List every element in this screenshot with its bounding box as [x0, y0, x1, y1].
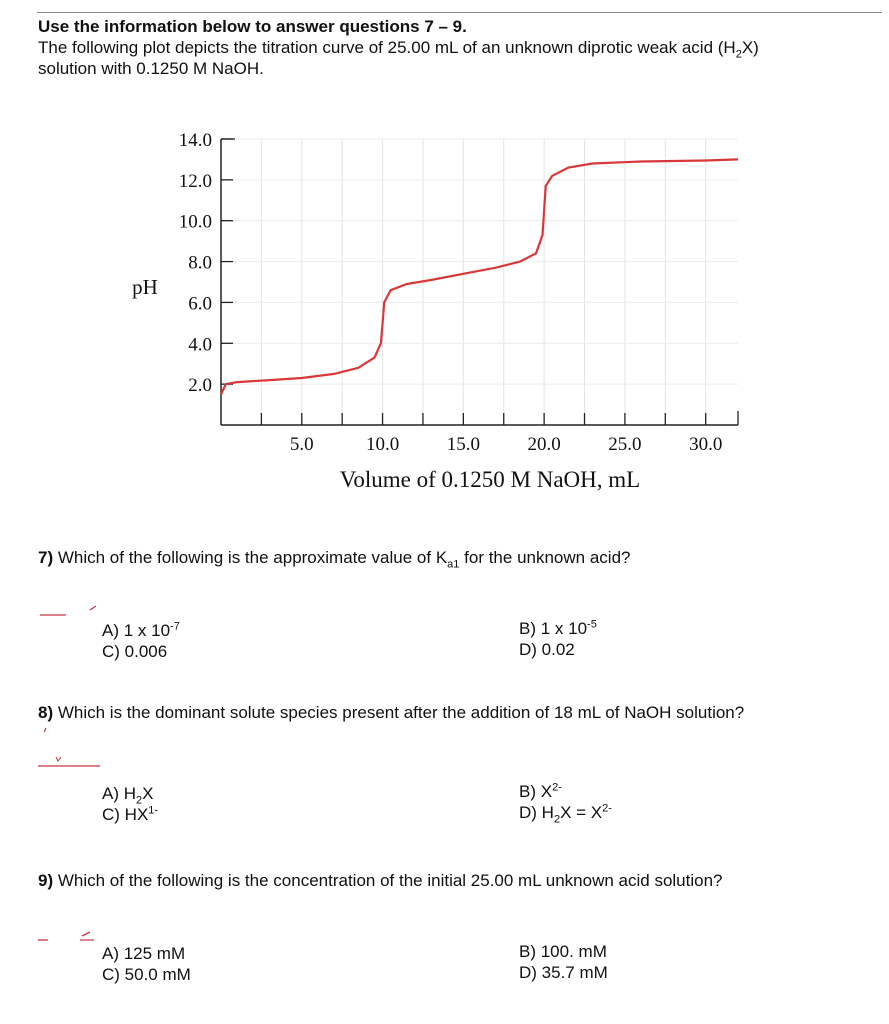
q9-option-a[interactable]: A) 125 mM — [102, 944, 186, 963]
y-tick-label: 14.0 — [178, 130, 212, 151]
intro-line-2: solution with 0.1250 M NaOH. — [38, 59, 264, 78]
chart-ticks — [221, 139, 738, 425]
intro-line-1: The following plot depicts the titration curve of 25.00 mL of an unknown diprotic weak acid $(H_2X)$ — [38, 38, 759, 61]
x-tick-label: 20.0 — [527, 434, 561, 455]
q8-option-c[interactable]: C) $HX^{1-}$ — [102, 804, 159, 824]
x-tick-label: 10.0 — [365, 434, 400, 455]
q8-option-d[interactable]: D) $H_2X = X^{2-}$ — [519, 802, 612, 826]
y-tick-label: 2.0 — [188, 375, 212, 397]
chart-tick-labels — [179, 130, 723, 455]
handwritten-mark-q9 — [36, 926, 106, 946]
q8-option-a[interactable]: A) $H_2X$ — [102, 784, 154, 807]
titration-curve-line — [221, 159, 738, 394]
question-7-number: 7) — [38, 548, 54, 567]
question-9-number: 9) — [38, 871, 54, 890]
intro-heading: Use the information below to answer questions 7 – 9. — [38, 17, 467, 36]
y-tick-label: 10.0 — [178, 211, 212, 233]
question-8: 8) Which is the dominant solute species present after the addition of 18 mL of NaOH solution? — [38, 703, 745, 722]
question-7: 7) Which of the following is the approximate value of $K_{a1}$ for the unknown acid? — [38, 548, 631, 571]
q9-option-d[interactable]: D) 35.7 mM — [519, 963, 608, 982]
y-tick-label: 12.0 — [178, 170, 212, 192]
y-tick-label: 4.0 — [188, 334, 212, 356]
chart-axes — [221, 139, 738, 425]
handwritten-mark-q7 — [38, 603, 108, 619]
q7-option-d[interactable]: D) 0.02 — [519, 640, 575, 659]
q9-option-c[interactable]: C) 50.0 mM — [102, 965, 191, 984]
x-tick-label: 30.0 — [689, 434, 723, 455]
y-axis-label: pH — [132, 275, 158, 299]
q9-option-b[interactable]: B) 100. mM — [519, 942, 607, 961]
q7-option-b[interactable]: B) 1 x $10^{-5}$ — [519, 618, 597, 638]
x-axis-label: Volume of 0.1250 M NaOH, mL — [339, 467, 641, 492]
question-8-number: 8) — [38, 703, 54, 722]
x-tick-label: 5.0 — [289, 434, 314, 455]
y-tick-label: 8.0 — [188, 252, 212, 274]
q7-option-c[interactable]: C) 0.006 — [102, 642, 168, 661]
question-9: 9) Which of the following is the concentration of the initial 25.00 mL unknown acid solution? — [38, 871, 723, 890]
handwritten-mark-q8 — [36, 724, 106, 772]
chart-grid — [221, 139, 738, 425]
x-tick-label: 25.0 — [608, 434, 642, 455]
q8-option-b[interactable]: B) $X^{2-}$ — [519, 781, 562, 801]
y-tick-label: 6.0 — [188, 293, 212, 315]
q7-option-a[interactable]: A) 1 x $10^{-7}$ — [102, 620, 180, 640]
x-tick-label: 15.0 — [446, 434, 480, 455]
